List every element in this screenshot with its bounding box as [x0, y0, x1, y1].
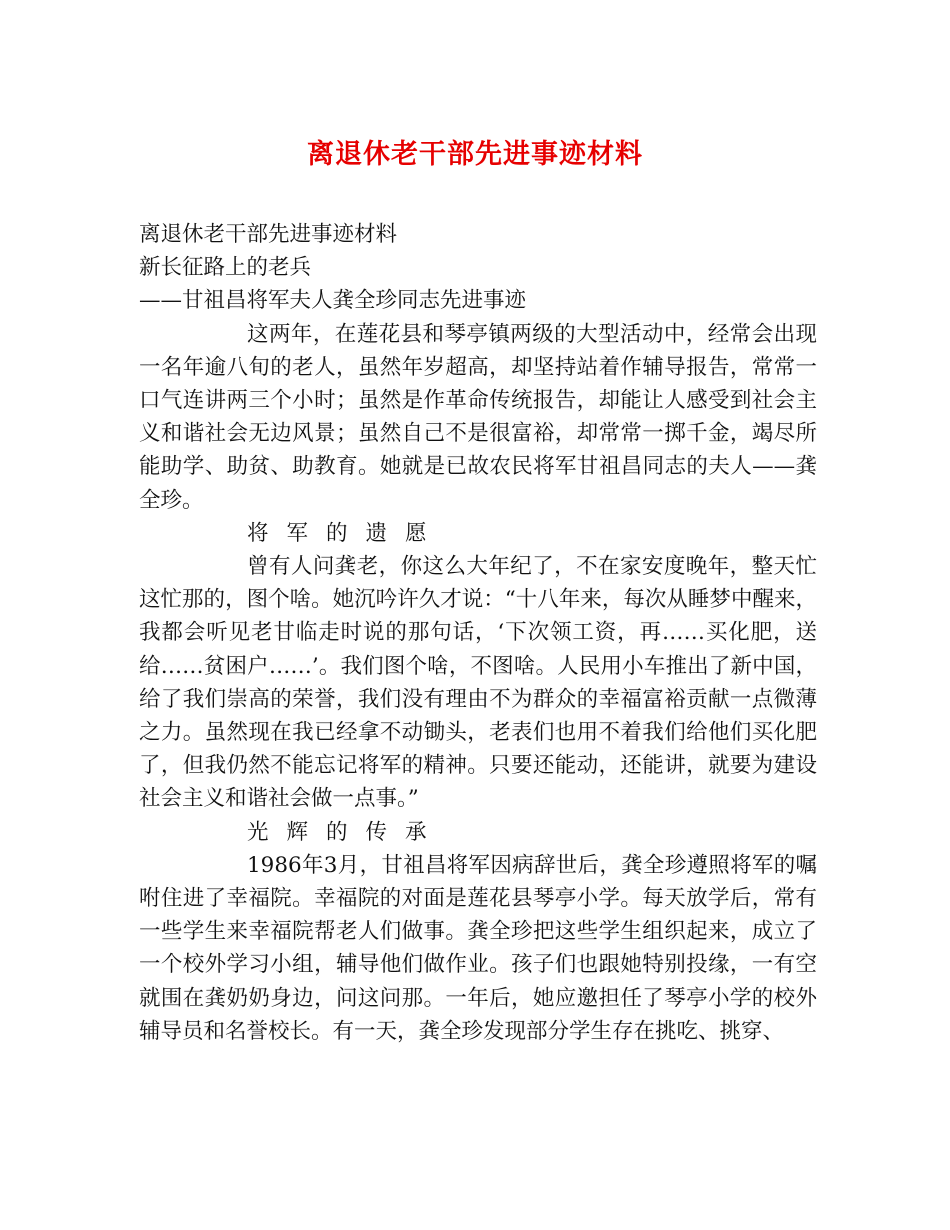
paragraph-2: 曾有人问龚老，你这么大年纪了，不在家安度晚年，整天忙这忙那的，图个啥。她沉吟许久才说：“十八年来，每次从睡梦中醒来，我都会听见老甘临走时说的那句话，‘下次领工资，再……买化肥，送给……贫困户……’。我们图个啥，不图啥。人民用小车推出了新中国，给了我们崇高的荣誉，我们没有理由不为群众的幸福富裕贡献一点微薄之力。虽然现在我已经拿不动锄头，老表们也用不着我们给他们买化肥了，但我仍然不能忘记将军的精神。只要还能动，还能讲，就要为建设社会主义和谐社会做一点事。”	[139, 553, 817, 812]
section-heading-1: 将军的遗愿	[247, 520, 445, 546]
document-title: 离退休老干部先进事迹材料	[307, 139, 643, 170]
intro-line-2: 新长征路上的老兵	[139, 255, 312, 281]
section-heading-2: 光辉的传承	[247, 819, 445, 845]
paragraph-3: 1986年3月，甘祖昌将军因病辞世后，龚全珍遵照将军的嘱咐住进了幸福院。幸福院的对面是莲花县琴亭小学。每天放学后，常有一些学生来幸福院帮老人们做事。龚全珍把这些学生组织起来，成立了一个校外学习小组，辅导他们做作业。孩子们也跟她特别投缘，一有空就围在龚奶奶身边，问这问那。一年后，她应邀担任了琴亭小学的校外辅导员和名誉校长。有一天，龚全珍发现部分学生存在挑吃、挑穿、	[139, 852, 817, 1044]
intro-line-3: ——甘祖昌将军夫人龚全珍同志先进事迹	[139, 288, 527, 314]
document-body	[139, 218, 817, 1048]
paragraph-1: 这两年，在莲花县和琴亭镇两级的大型活动中，经常会出现一名年逾八旬的老人，虽然年岁超高，却坚持站着作辅导报告，常常一口气连讲两三个小时；虽然是作革命传统报告，却能让人感受到社会主义和谐社会无边风景；虽然自己不是很富裕，却常常一掷千金，竭尽所能助学、助贫、助教育。她就是已故农民将军甘祖昌同志的夫人——龚全珍。	[139, 321, 817, 513]
intro-line-1: 离退休老干部先进事迹材料	[139, 222, 398, 247]
